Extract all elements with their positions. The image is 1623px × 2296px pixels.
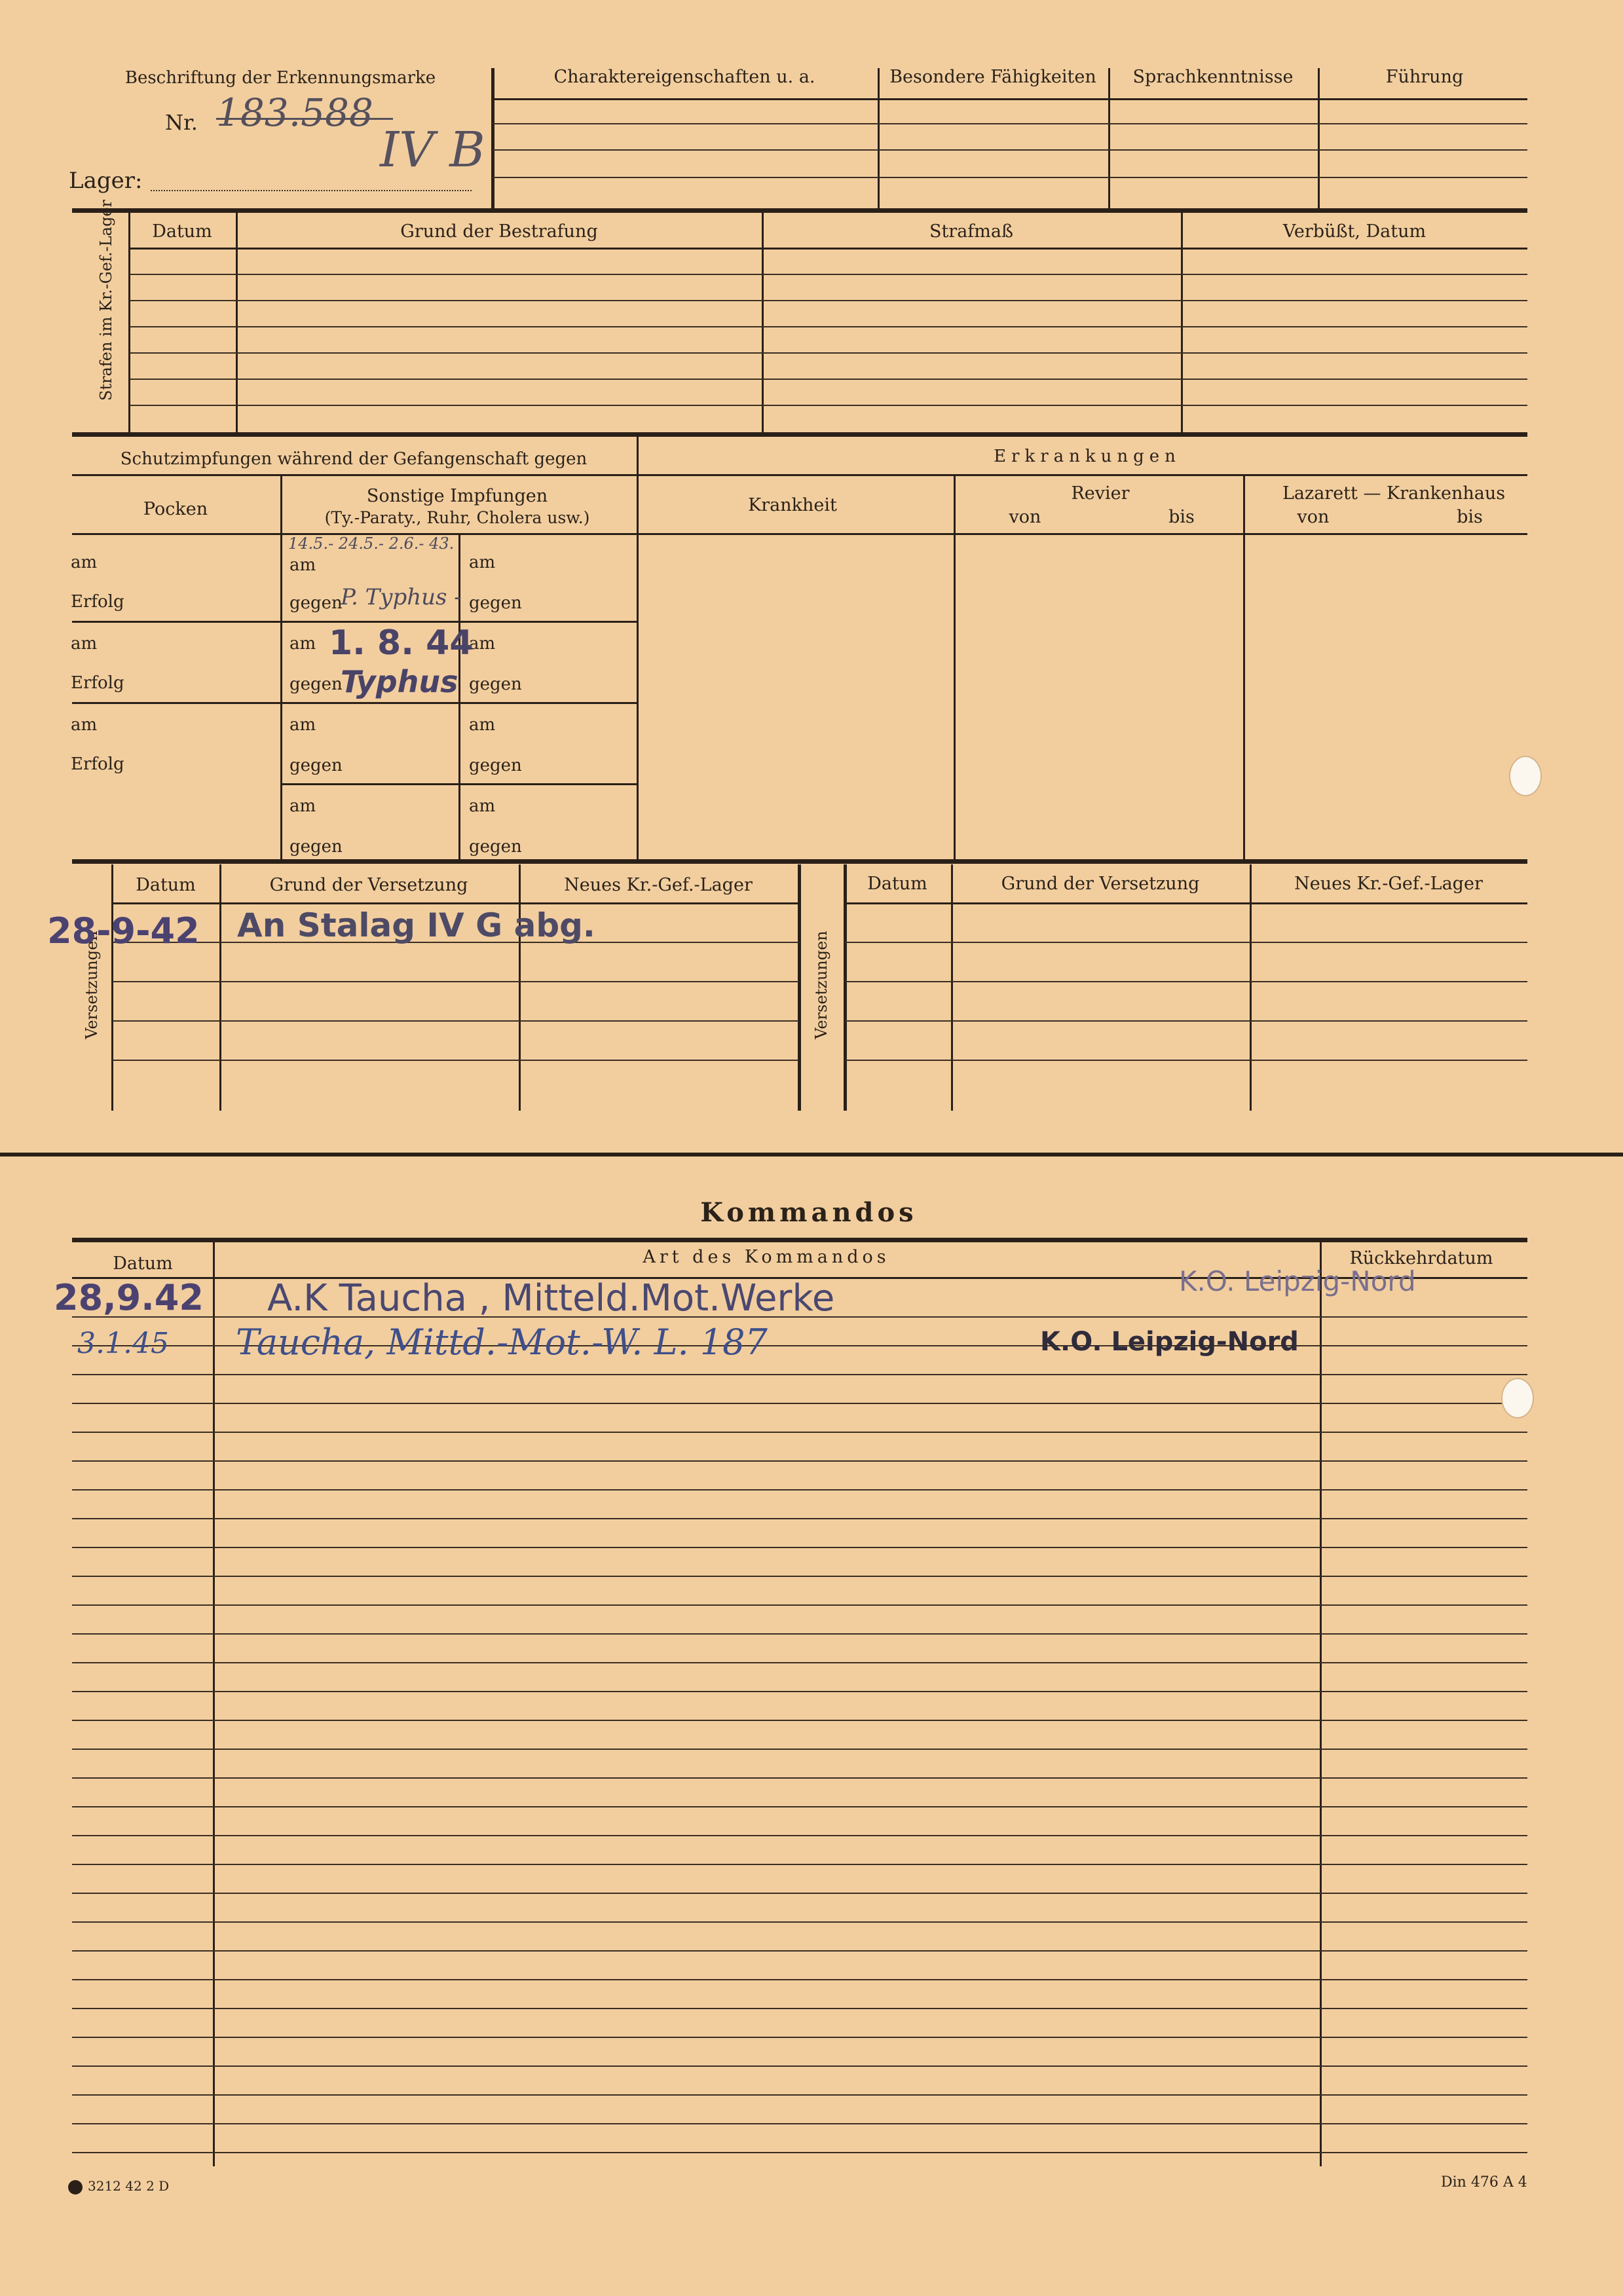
divider bbox=[213, 1242, 215, 2166]
kommando-col-art: Art des Kommandos bbox=[643, 1247, 890, 1267]
strafen-col-grund: Grund der Bestrafung bbox=[400, 221, 598, 242]
section-rule bbox=[72, 208, 1527, 213]
strafen-side-label: Strafen im Kr.-Gef.-Lager bbox=[97, 199, 115, 401]
sonstige-am-4a: am bbox=[289, 796, 316, 816]
rule bbox=[845, 1060, 1527, 1061]
rule bbox=[130, 300, 1527, 301]
section-rule bbox=[72, 1238, 1527, 1242]
rule bbox=[113, 902, 799, 904]
rule bbox=[493, 98, 1527, 100]
pocken-am-2: am bbox=[71, 634, 98, 654]
revier-von: von bbox=[1009, 507, 1041, 527]
rule bbox=[493, 123, 1527, 124]
impfungen-header: Schutzimpfungen während der Gefangenschaft gegen bbox=[120, 449, 588, 469]
sonstige-gegen-4a: gegen bbox=[289, 837, 343, 857]
divider bbox=[637, 435, 639, 861]
lazarett-bis: bis bbox=[1457, 507, 1483, 527]
lazarett-von: von bbox=[1297, 507, 1330, 527]
kommando-rule bbox=[72, 2008, 1527, 2009]
lager-label: Lager: bbox=[69, 168, 143, 194]
vers-col-grund-r: Grund der Versetzung bbox=[1001, 874, 1200, 894]
nr-strike bbox=[216, 118, 393, 120]
kommando-rule bbox=[72, 1806, 1527, 1807]
strafen-col-datum: Datum bbox=[152, 221, 212, 242]
sonstige-gegen-3b: gegen bbox=[469, 756, 522, 775]
footer-left-text: 3212 42 2 D bbox=[88, 2178, 170, 2194]
versetzungen-side-label-right: Versetzungen bbox=[812, 931, 830, 1039]
pocken-erfolg-1: Erfolg bbox=[71, 592, 124, 612]
rule bbox=[493, 149, 1527, 151]
nr-value: 183.588 bbox=[216, 90, 373, 135]
divider bbox=[219, 864, 221, 1111]
kommando-row-2-date: 3.1.45 bbox=[77, 1327, 169, 1360]
rule bbox=[493, 177, 1527, 178]
kommando-rule bbox=[72, 1518, 1527, 1519]
sonstige-gegen-1b: gegen bbox=[469, 593, 522, 613]
strafen-col-strafmass: Strafmaß bbox=[929, 221, 1014, 242]
kommando-rule bbox=[72, 1979, 1527, 1980]
kommando-rule bbox=[72, 1921, 1527, 1923]
kommando-row-1-date: 28,9.42 bbox=[54, 1277, 204, 1318]
rule bbox=[113, 1060, 799, 1061]
rule bbox=[845, 942, 1527, 943]
sonstige-gegen-3a: gegen bbox=[289, 756, 343, 775]
kommando-rule bbox=[72, 1576, 1527, 1577]
divider bbox=[1181, 211, 1183, 434]
kommando-rule bbox=[72, 1633, 1527, 1635]
kommando-rule bbox=[72, 2094, 1527, 2096]
kommando-row-1-stamp: K.O. Leipzig-Nord bbox=[1179, 1265, 1416, 1297]
rule bbox=[130, 248, 1527, 250]
rule bbox=[113, 1020, 799, 1022]
rule bbox=[130, 405, 1527, 406]
divider bbox=[519, 864, 521, 1111]
nr-label: Nr. bbox=[165, 110, 198, 135]
kommando-rule bbox=[72, 1893, 1527, 1894]
vers-col-datum-l: Datum bbox=[136, 875, 196, 895]
krankheit-label: Krankheit bbox=[748, 495, 837, 515]
rule bbox=[845, 981, 1527, 982]
divider bbox=[1108, 68, 1110, 210]
kommando-rule bbox=[72, 1662, 1527, 1663]
kommandos-title: Kommandos bbox=[700, 1197, 918, 1228]
kommando-col-rueckkehr: Rückkehrdatum bbox=[1349, 1248, 1493, 1268]
kommando-col-datum: Datum bbox=[113, 1253, 173, 1274]
vers-col-lager-l: Neues Kr.-Gef.-Lager bbox=[564, 875, 753, 895]
kommando-rule bbox=[72, 1950, 1527, 1952]
kommando-row-2-text: Taucha, Mittd.-Mot.-W. L. 187 bbox=[236, 1322, 768, 1363]
divider bbox=[491, 68, 494, 210]
sonstige-am-2a: am bbox=[289, 634, 316, 654]
col-charakter: Charaktereigenschaften u. a. bbox=[553, 67, 815, 87]
kommando-row-2-stamp: K.O. Leipzig-Nord bbox=[1040, 1327, 1299, 1357]
revier-bis: bis bbox=[1168, 507, 1195, 527]
sonstige-gegen-1a: gegen bbox=[289, 593, 343, 613]
divider bbox=[878, 68, 880, 210]
revier-label: Revier bbox=[1071, 483, 1130, 504]
vers-col-datum-r: Datum bbox=[867, 874, 927, 894]
punch-hole bbox=[1509, 756, 1542, 796]
pocken-erfolg-2: Erfolg bbox=[71, 673, 124, 693]
strafen-col-verbuesst: Verbüßt, Datum bbox=[1282, 221, 1427, 242]
kommando-rule bbox=[72, 1691, 1527, 1692]
sonstige-title: Sonstige Impfungen bbox=[366, 486, 548, 506]
rule bbox=[72, 621, 638, 623]
divider bbox=[111, 864, 113, 1111]
rule bbox=[72, 702, 638, 704]
divider bbox=[236, 211, 238, 434]
pocken-label: Pocken bbox=[143, 499, 208, 519]
sonstige-am-1b: am bbox=[469, 553, 496, 572]
divider bbox=[798, 864, 801, 1111]
kommando-rule bbox=[72, 1835, 1527, 1836]
divider bbox=[844, 864, 847, 1111]
punch-hole bbox=[1501, 1378, 1534, 1418]
divider bbox=[951, 864, 953, 1111]
divider bbox=[1320, 1242, 1322, 2166]
footer-right: Din 476 A 4 bbox=[1441, 2174, 1527, 2191]
sonstige-am-1a: am bbox=[289, 555, 316, 575]
divider bbox=[1318, 68, 1320, 210]
vers-col-lager-r: Neues Kr.-Gef.-Lager bbox=[1294, 874, 1483, 894]
sonstige-gegen-2a: gegen bbox=[289, 675, 343, 694]
rule bbox=[130, 274, 1527, 275]
sonstige-am-2b: am bbox=[469, 634, 496, 654]
rule bbox=[72, 474, 1527, 476]
section-rule bbox=[72, 859, 1527, 864]
col-fuehrung: Führung bbox=[1385, 67, 1464, 87]
kommando-rule bbox=[72, 1403, 1527, 1404]
footer-left bbox=[68, 2178, 169, 2194]
erkennungsmarke-label: Beschriftung der Erkennungsmarke bbox=[124, 68, 436, 88]
col-sprachkenntnisse: Sprachkenntnisse bbox=[1132, 67, 1294, 87]
kommando-rule bbox=[72, 1864, 1527, 1865]
impfung-2-date: 1. 8. 44 bbox=[329, 623, 474, 663]
divider bbox=[458, 534, 460, 861]
pocken-am-3: am bbox=[71, 715, 98, 735]
rule bbox=[113, 981, 799, 982]
rule bbox=[130, 326, 1527, 327]
footer-logo-icon bbox=[68, 2180, 83, 2194]
kommando-rule bbox=[72, 1547, 1527, 1548]
impfung-2-gegen: Typhus bbox=[341, 664, 458, 699]
sonstige-am-3b: am bbox=[469, 715, 496, 735]
rule bbox=[130, 379, 1527, 380]
rule bbox=[130, 352, 1527, 354]
sonstige-am-3a: am bbox=[289, 715, 316, 735]
kommando-rule bbox=[72, 1777, 1527, 1779]
kommando-rule bbox=[72, 2123, 1527, 2124]
kommando-rule bbox=[72, 2065, 1527, 2067]
kommando-rule bbox=[72, 1720, 1527, 1721]
versetzung-date: 28-9-42 bbox=[47, 910, 200, 952]
sonstige-am-4b: am bbox=[469, 796, 496, 816]
kommando-rule bbox=[72, 1374, 1527, 1375]
divider bbox=[762, 211, 764, 434]
rule bbox=[280, 783, 638, 785]
kommando-rule bbox=[72, 2037, 1527, 2038]
kommando-rule bbox=[72, 1489, 1527, 1491]
kommando-rule bbox=[72, 1749, 1527, 1750]
sonstige-gegen-2b: gegen bbox=[469, 675, 522, 694]
lager-value: IV B bbox=[380, 122, 485, 178]
versetzung-text: An Stalag IV G abg. bbox=[237, 906, 595, 944]
col-faehigkeiten: Besondere Fähigkeiten bbox=[889, 67, 1096, 87]
kommando-rule bbox=[72, 2152, 1527, 2153]
rule bbox=[845, 1020, 1527, 1022]
impfung-1-dates: 14.5.- 24.5.- 2.6.- 43. bbox=[288, 534, 455, 553]
divider bbox=[128, 211, 130, 434]
lazarett-label: Lazarett — Krankenhaus bbox=[1282, 483, 1506, 504]
fold-line bbox=[0, 1153, 1623, 1157]
pocken-erfolg-3: Erfolg bbox=[71, 754, 124, 774]
kommando-rule bbox=[72, 1604, 1527, 1606]
sonstige-gegen-4b: gegen bbox=[469, 837, 522, 857]
impfung-1-gegen: P. Typhus - bbox=[341, 584, 462, 610]
section-rule bbox=[72, 432, 1527, 437]
erkrankungen-header: Erkrankungen bbox=[994, 447, 1181, 466]
sonstige-sub: (Ty.-Paraty., Ruhr, Cholera usw.) bbox=[324, 508, 590, 527]
kommando-rule bbox=[72, 1460, 1527, 1462]
kommando-row-1-text: A.K Taucha , Mitteld.Mot.Werke bbox=[267, 1277, 835, 1320]
kommando-rule bbox=[72, 1432, 1527, 1433]
pocken-am-1: am bbox=[71, 553, 98, 572]
divider bbox=[1250, 864, 1252, 1111]
versetzungen-side-label-left: Versetzungen bbox=[83, 931, 101, 1039]
lager-dotted-line bbox=[151, 190, 472, 191]
vers-col-grund-l: Grund der Versetzung bbox=[269, 875, 468, 895]
rule bbox=[845, 902, 1527, 904]
